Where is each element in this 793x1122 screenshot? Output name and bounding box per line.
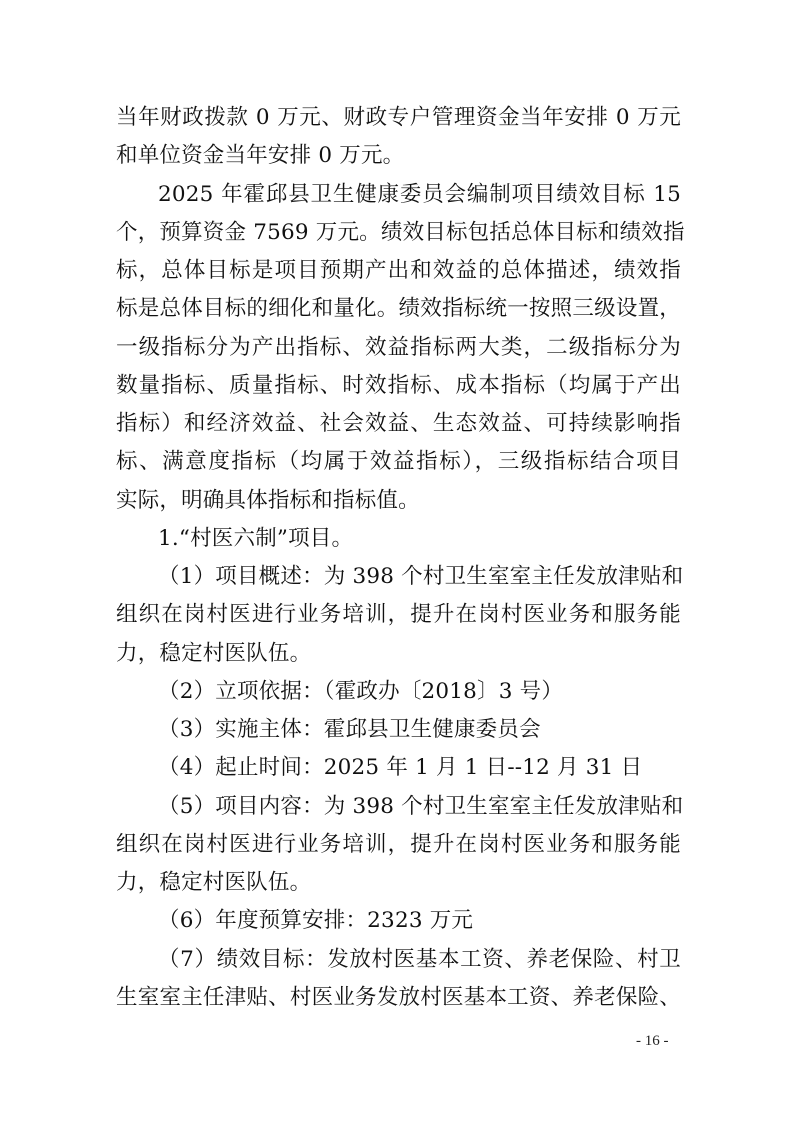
paragraph-line: （2）立项依据：（霍政办〔2018〕3 号） [158, 679, 564, 704]
paragraph-line: 标、满意度指标（均属于效益指标），三级指标结合项目 [116, 449, 681, 474]
paragraph-line: （4）起止时间：2025 年 1 月 1 日--12 月 31 日 [158, 755, 643, 780]
paragraph-line: 生室室主任津贴、村医业务发放村医基本工资、养老保险、 [116, 985, 681, 1010]
paragraph-line: 2025 年霍邱县卫生健康委员会编制项目绩效目标 15 [158, 182, 681, 207]
paragraph-line: 力，稳定村医队伍。 [116, 641, 312, 666]
paragraph-line: 力，稳定村医队伍。 [116, 870, 312, 895]
paragraph-line: （7）绩效目标：发放村医基本工资、养老保险、村卫 [158, 947, 681, 972]
paragraph-line: 组织在岗村医进行业务培训，提升在岗村医业务和服务能 [116, 832, 681, 857]
paragraph-line: 当年财政拨款 0 万元、财政专户管理资金当年安排 0 万元 [116, 105, 681, 130]
paragraph-line: （1）项目概述：为 398 个村卫生室室主任发放津贴和 [158, 564, 684, 589]
paragraph-line: 个，预算资金 7569 万元。绩效目标包括总体目标和绩效指 [116, 220, 685, 245]
page-number: - 16 - [636, 1033, 669, 1049]
paragraph-line: 数量指标、质量指标、时效指标、成本指标（均属于产出 [116, 373, 681, 398]
paragraph-line: 和单位资金当年安排 0 万元。 [116, 143, 405, 168]
paragraph-line: 组织在岗村医进行业务培训，提升在岗村医业务和服务能 [116, 602, 681, 627]
paragraph-line: 指标）和经济效益、社会效益、生态效益、可持续影响指 [116, 411, 681, 436]
paragraph-line: （5）项目内容：为 398 个村卫生室室主任发放津贴和 [158, 794, 684, 819]
paragraph-line: 标是总体目标的细化和量化。绩效指标统一按照三级设置， [116, 296, 681, 321]
section-heading: 1.“村医六制”项目。 [158, 526, 354, 551]
paragraph-line: 实际，明确具体指标和指标值。 [116, 488, 420, 513]
paragraph-line: （3）实施主体：霍邱县卫生健康委员会 [158, 717, 541, 742]
paragraph-line: 一级指标分为产出指标、效益指标两大类，二级指标分为 [116, 335, 681, 360]
paragraph-line: （6）年度预算安排：2323 万元 [158, 908, 474, 933]
paragraph-line: 标，总体目标是项目预期产出和效益的总体描述，绩效指 [116, 258, 681, 283]
